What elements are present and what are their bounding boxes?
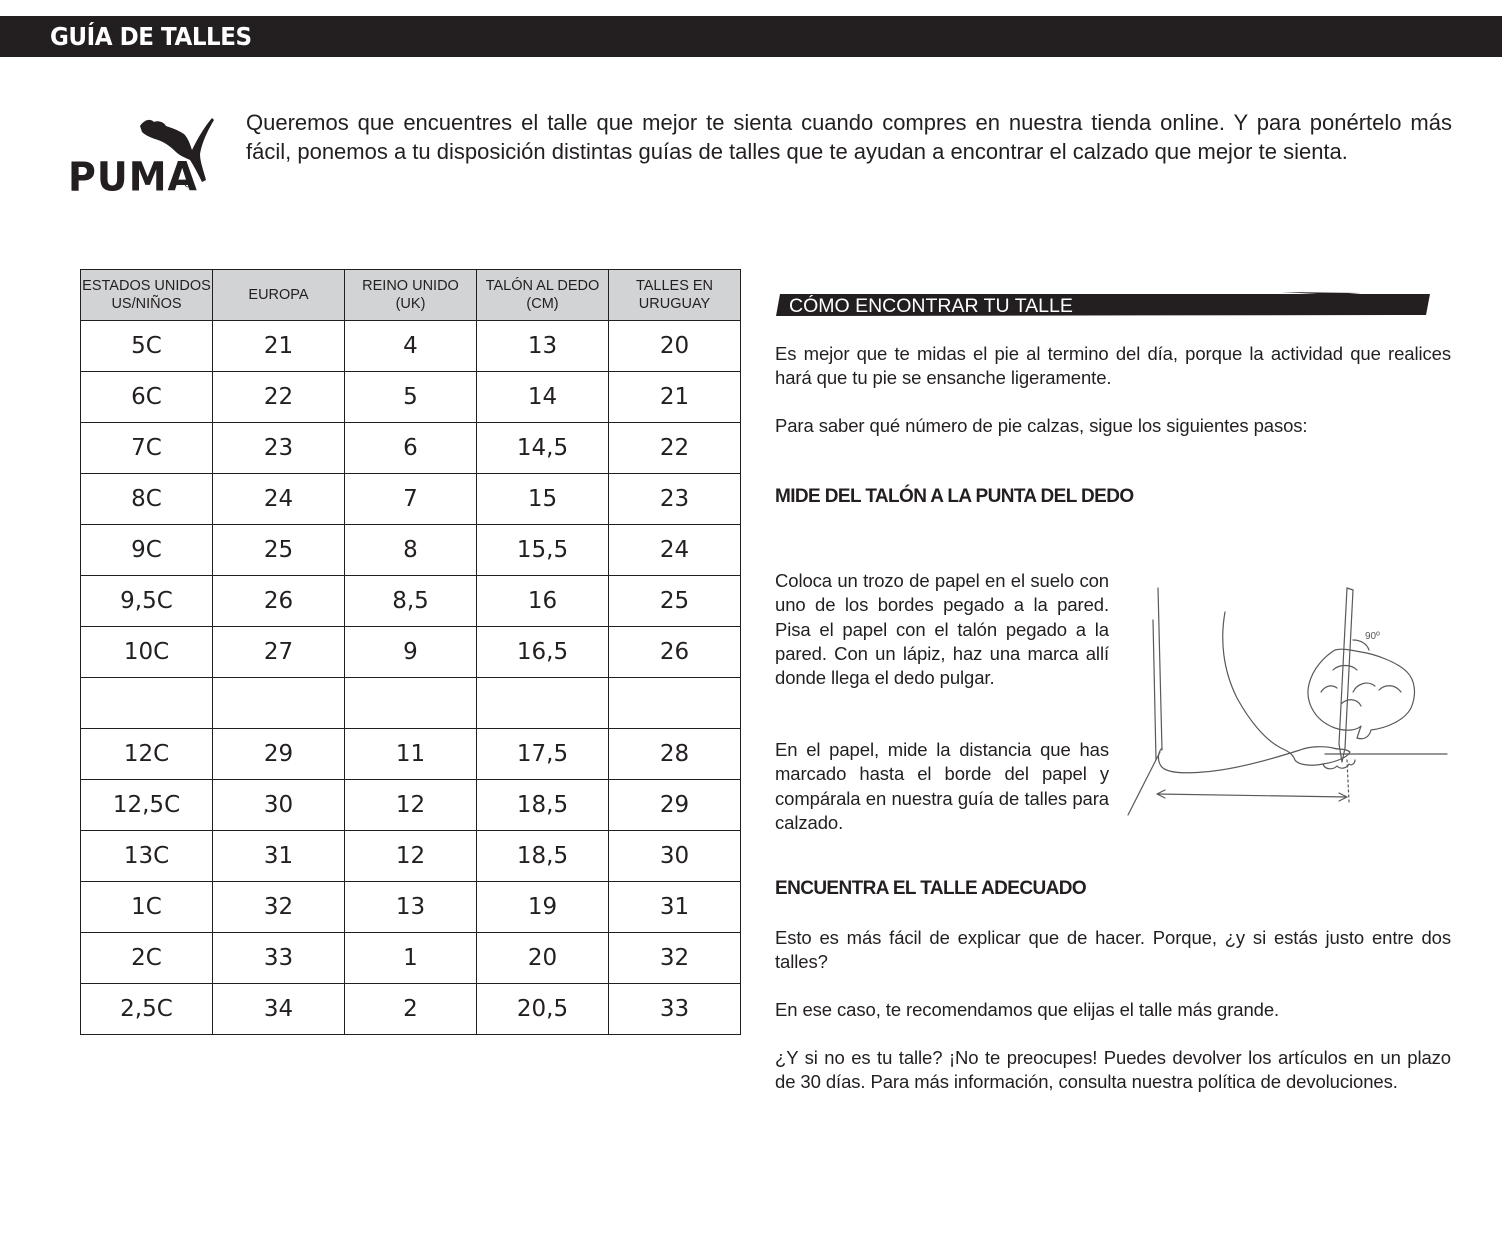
guide-steps-intro: Para saber qué número de pie calzas, sigue los siguientes pasos:: [775, 415, 1308, 436]
measurement-line: [1157, 794, 1347, 797]
table-cell: 2,5C: [81, 984, 213, 1035]
table-cell: 26: [213, 576, 345, 627]
table-cell: 20,5: [477, 984, 609, 1035]
table-cell: 33: [213, 933, 345, 984]
page-title: GUÍA DE TALLES: [50, 22, 252, 51]
table-cell: 12C: [81, 729, 213, 780]
table-cell: 13: [345, 882, 477, 933]
table-cell: 16: [477, 576, 609, 627]
angle-label: 90º: [1365, 631, 1380, 642]
table-cell: 23: [213, 423, 345, 474]
section-title: CÓMO ENCONTRAR TU TALLE: [789, 295, 1073, 317]
step2-paragraph-2: En ese caso, te recomendamos que elijas el talle más grande.: [775, 999, 1280, 1020]
table-cell: 8: [345, 525, 477, 576]
table-cell: 26: [609, 627, 741, 678]
table-cell: [213, 678, 345, 729]
table-cell: 32: [213, 882, 345, 933]
table-row: [81, 423, 741, 474]
table-row: [81, 780, 741, 831]
column-header-us: ESTADOS UNIDOS US/NIÑOS: [81, 270, 213, 321]
table-cell: 10C: [81, 627, 213, 678]
table-cell: 31: [213, 831, 345, 882]
table-cell: 20: [609, 321, 741, 372]
table-cell: 7C: [81, 423, 213, 474]
table-row: [81, 627, 741, 678]
step1-heading: MIDE DEL TALÓN A LA PUNTA DEL DEDO: [775, 486, 1134, 507]
column-header-uk: REINO UNIDO (UK): [345, 270, 477, 321]
table-cell: 22: [609, 423, 741, 474]
table-cell: 2: [345, 984, 477, 1035]
wall-line: [1158, 588, 1162, 750]
table-cell: 13: [477, 321, 609, 372]
table-cell: 21: [213, 321, 345, 372]
header-bar: [0, 16, 1502, 57]
table-cell: 28: [609, 729, 741, 780]
table-row: [81, 831, 741, 882]
table-cell: 34: [213, 984, 345, 1035]
table-cell: 8C: [81, 474, 213, 525]
table-row: [81, 933, 741, 984]
table-cell: 30: [213, 780, 345, 831]
puma-logo: [68, 114, 218, 194]
paper-edge-line: [1128, 752, 1160, 815]
table-cell: 21: [609, 372, 741, 423]
table-cell: 5C: [81, 321, 213, 372]
step2-paragraph-1: Esto es más fácil de explicar que de hacer. Porque, ¿y si estás justo entre dos talles?: [775, 927, 1451, 973]
table-row: [81, 372, 741, 423]
table-cell: 14,5: [477, 423, 609, 474]
table-cell: 11: [345, 729, 477, 780]
table-header-row: [81, 270, 741, 321]
table-cell: 18,5: [477, 780, 609, 831]
table-cell: 14: [477, 372, 609, 423]
section-banner: [776, 291, 1430, 317]
table-row-empty: [81, 678, 741, 729]
table-cell: 15,5: [477, 525, 609, 576]
table-cell: [81, 678, 213, 729]
table-cell: 22: [213, 372, 345, 423]
table-cell: 5: [345, 372, 477, 423]
table-cell: 9C: [81, 525, 213, 576]
size-table: [80, 269, 741, 1035]
table-cell: 17,5: [477, 729, 609, 780]
table-cell: 30: [609, 831, 741, 882]
table-cell: 29: [609, 780, 741, 831]
table-cell: 9: [345, 627, 477, 678]
table-cell: 19: [477, 882, 609, 933]
table-cell: [477, 678, 609, 729]
table-cell: 24: [609, 525, 741, 576]
step2-heading: ENCUENTRA EL TALLE ADECUADO: [775, 878, 1087, 899]
table-cell: 1C: [81, 882, 213, 933]
step1-paragraph-1: Coloca un trozo de papel en el suelo con uno de los bordes pegado a la pared. Pisa el papel con el talón pegado a la pared. Con un lápiz, haz una marca allí donde llega el dedo pulgar.: [775, 570, 1109, 689]
table-cell: 24: [213, 474, 345, 525]
table-row: [81, 984, 741, 1035]
table-row: [81, 882, 741, 933]
table-cell: 15: [477, 474, 609, 525]
table-cell: 33: [609, 984, 741, 1035]
table-cell: 6C: [81, 372, 213, 423]
table-cell: 23: [609, 474, 741, 525]
table-cell: 12,5C: [81, 780, 213, 831]
puma-wordmark: PUMA: [68, 154, 198, 194]
table-cell: 12: [345, 780, 477, 831]
table-cell: 1: [345, 933, 477, 984]
table-cell: 9,5C: [81, 576, 213, 627]
table-row: [81, 321, 741, 372]
table-cell: 29: [213, 729, 345, 780]
table-cell: 12: [345, 831, 477, 882]
table-cell: 25: [609, 576, 741, 627]
column-header-uy: TALLES EN URUGUAY: [609, 270, 741, 321]
step1-paragraph-2: En el papel, mide la distancia que has marcado hasta el borde del papel y compárala en nuestra guía de talles para calzado.: [775, 739, 1109, 833]
intro-text: Queremos que encuentres el talle que mejor te sienta cuando compres en nuestra tienda online. Y para ponértelo más fácil, ponemos a tu disposición distintas guías de talles que te ayudan a encontrar el calzado que mejor te sienta.: [246, 110, 1452, 164]
table-row: [81, 525, 741, 576]
table-cell: 13C: [81, 831, 213, 882]
step2-paragraph-3: ¿Y si no es tu talle? ¡No te preocupes! Puedes devolver los artículos en un plazo de 30 días. Para más información, consulta nuestra política de devoluciones.: [775, 1047, 1451, 1093]
table-cell: 32: [609, 933, 741, 984]
table-cell: 16,5: [477, 627, 609, 678]
column-header-eu: EUROPA: [213, 270, 345, 321]
table-cell: 20: [477, 933, 609, 984]
table-cell: 27: [213, 627, 345, 678]
table-cell: 25: [213, 525, 345, 576]
guide-intro-paragraph: Es mejor que te midas el pie al termino del día, porque la actividad que realices hará que tu pie se ensanche ligeramente.: [775, 343, 1451, 389]
table-cell: [609, 678, 741, 729]
column-header-cm: TALÓN AL DEDO (CM): [477, 270, 609, 321]
table-row: [81, 474, 741, 525]
table-cell: 6: [345, 423, 477, 474]
table-row: [81, 576, 741, 627]
table-cell: 31: [609, 882, 741, 933]
hand-icon: [1308, 649, 1414, 739]
table-cell: 2C: [81, 933, 213, 984]
table-cell: 4: [345, 321, 477, 372]
table-cell: 7: [345, 474, 477, 525]
table-row: [81, 729, 741, 780]
table-cell: 18,5: [477, 831, 609, 882]
table-cell: [345, 678, 477, 729]
foot-measure-illustration: [1125, 580, 1455, 820]
table-cell: 8,5: [345, 576, 477, 627]
